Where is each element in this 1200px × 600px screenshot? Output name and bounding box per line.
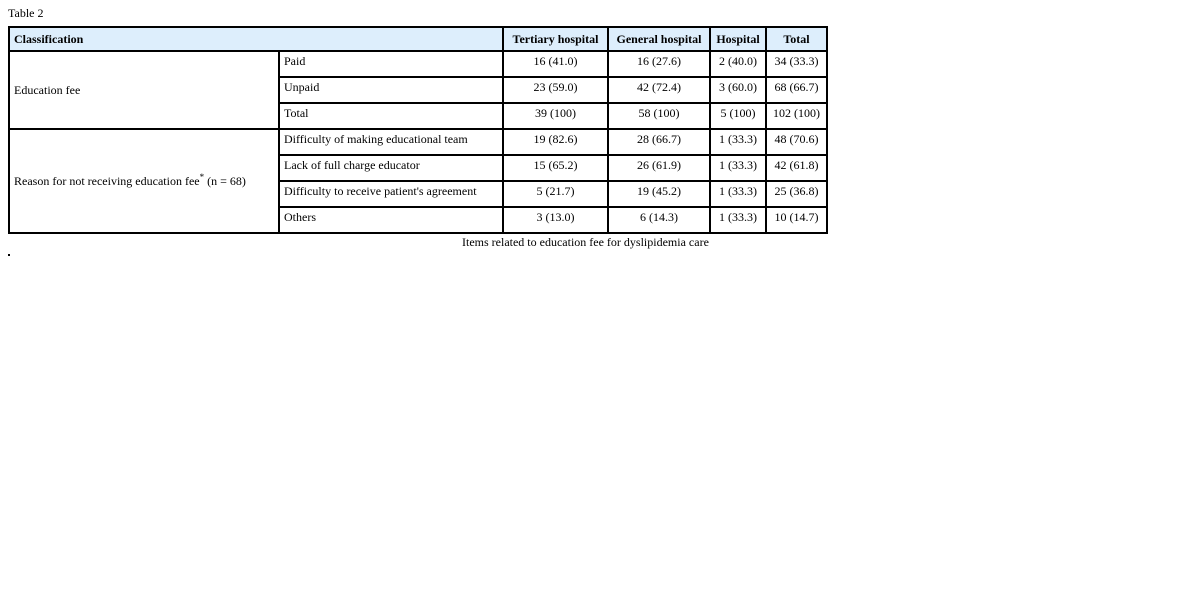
stray-dot (8, 254, 10, 256)
cell-total: 68 (66.7) (766, 77, 827, 103)
header-row (9, 27, 827, 51)
header-general-hospital: General hospital (608, 27, 710, 51)
header-total: Total (766, 27, 827, 51)
table-caption: Items related to education fee for dyslipidemia care (462, 235, 709, 249)
cell-tertiary: 5 (21.7) (503, 181, 608, 207)
header-tertiary-hospital: Tertiary hospital (503, 27, 608, 51)
group-label-reason (9, 129, 279, 233)
header-classification: Classification (9, 27, 503, 51)
cell-tertiary: 39 (100) (503, 103, 608, 129)
cell-hospital: 1 (33.3) (710, 181, 766, 207)
table-label: Table 2 (8, 6, 44, 20)
row-label: Difficulty of making educational team (279, 129, 503, 155)
cell-total: 42 (61.8) (766, 155, 827, 181)
cell-total: 10 (14.7) (766, 207, 827, 233)
cell-tertiary: 15 (65.2) (503, 155, 608, 181)
cell-general: 16 (27.6) (608, 51, 710, 77)
cell-hospital: 1 (33.3) (710, 155, 766, 181)
row-label: Lack of full charge educator (279, 155, 503, 181)
cell-tertiary: 19 (82.6) (503, 129, 608, 155)
table-row (9, 51, 827, 77)
footnote-marker: * (199, 172, 205, 182)
cell-general: 26 (61.9) (608, 155, 710, 181)
cell-total: 102 (100) (766, 103, 827, 129)
cell-general: 6 (14.3) (608, 207, 710, 233)
cell-hospital: 1 (33.3) (710, 207, 766, 233)
cell-total: 34 (33.3) (766, 51, 827, 77)
row-label: Total (279, 103, 503, 129)
cell-general: 42 (72.4) (608, 77, 710, 103)
group-label-n: (n = 68) (204, 174, 246, 188)
row-label: Difficulty to receive patient's agreement (279, 181, 503, 207)
data-table (8, 26, 828, 234)
header-hospital: Hospital (710, 27, 766, 51)
cell-tertiary: 16 (41.0) (503, 51, 608, 77)
cell-hospital: 2 (40.0) (710, 51, 766, 77)
group-label-education-fee: Education fee (9, 51, 279, 129)
cell-general: 58 (100) (608, 103, 710, 129)
cell-hospital: 5 (100) (710, 103, 766, 129)
cell-general: 28 (66.7) (608, 129, 710, 155)
table-row (9, 129, 827, 155)
cell-total: 25 (36.8) (766, 181, 827, 207)
cell-hospital: 1 (33.3) (710, 129, 766, 155)
cell-total: 48 (70.6) (766, 129, 827, 155)
row-label: Paid (279, 51, 503, 77)
row-label: Unpaid (279, 77, 503, 103)
cell-general: 19 (45.2) (608, 181, 710, 207)
cell-tertiary: 23 (59.0) (503, 77, 608, 103)
group-label-text: Reason for not receiving education fee (14, 174, 200, 188)
row-label: Others (279, 207, 503, 233)
cell-hospital: 3 (60.0) (710, 77, 766, 103)
cell-tertiary: 3 (13.0) (503, 207, 608, 233)
